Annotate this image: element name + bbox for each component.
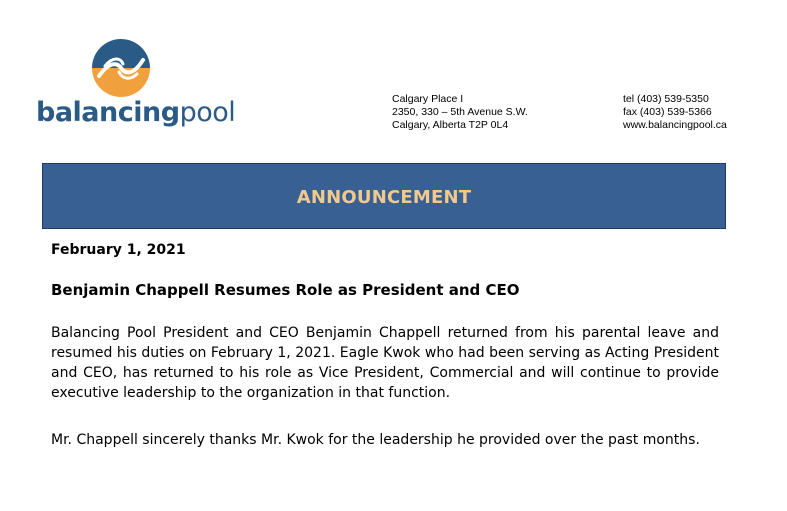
address-line-1: Calgary Place I	[392, 93, 464, 105]
contact-tel: tel (403) 539-5350	[623, 93, 709, 105]
announcement-banner	[42, 163, 726, 229]
logo-wordmark	[36, 96, 235, 130]
logo	[36, 38, 236, 133]
document-date: February 1, 2021	[51, 242, 186, 258]
contact-block	[623, 93, 727, 132]
banner-title: ANNOUNCEMENT	[296, 187, 472, 208]
body-paragraph-1: Balancing Pool President and CEO Benjamin Chappell returned from his parental leave and resumed his duties on February 1, 2021. Eagle Kwok who had been serving as Acting President and CEO, has returned to his role as Vice President, Commercial and will continue to provide executive leadership to the organization in that function.	[51, 325, 719, 401]
contact-web: www.balancingpool.ca	[623, 119, 727, 131]
body-paragraph-2: Mr. Chappell sincerely thanks Mr. Kwok for the leadership he provided over the past months.	[51, 432, 700, 448]
logo-word-pool: pool	[179, 97, 236, 128]
logo-word-balancing: balancing	[36, 97, 180, 128]
address-block	[392, 93, 528, 132]
balancing-pool-logo-icon	[91, 38, 151, 98]
address-line-3: Calgary, Alberta T2P 0L4	[392, 119, 509, 131]
contact-fax: fax (403) 539-5366	[623, 106, 712, 118]
address-line-2: 2350, 330 – 5th Avenue S.W.	[392, 106, 528, 118]
document-headline: Benjamin Chappell Resumes Role as President and CEO	[51, 281, 520, 299]
